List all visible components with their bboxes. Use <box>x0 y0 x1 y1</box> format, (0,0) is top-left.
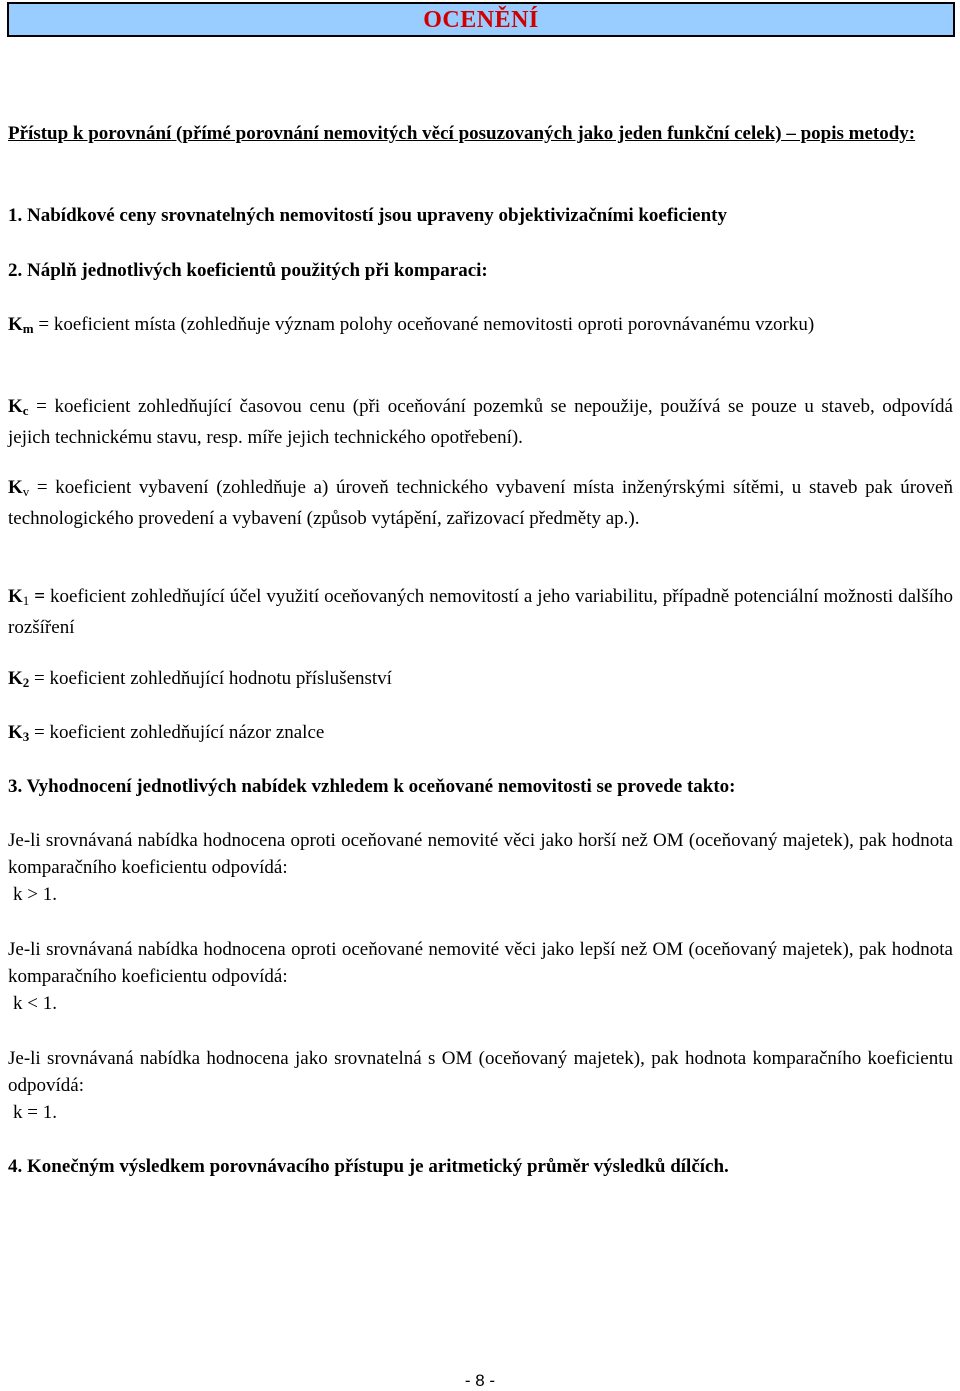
step-3: 3. Vyhodnocení jednotlivých nabídek vzhledem k oceňované nemovitosti se provede takto: <box>8 776 736 797</box>
k1-symbol: K <box>8 586 23 607</box>
kc-symbol: K <box>8 396 23 417</box>
evaluation-worse-result: k > 1. <box>13 884 57 905</box>
page-title: OCENĚNÍ <box>7 2 955 37</box>
k1-description: koeficient zohledňující účel využití oceňovaných nemovitostí a jeho variabilitu, případně potenciální možnosti dalšího rozšíření <box>8 586 953 638</box>
step-4: 4. Konečným výsledkem porovnávacího přístupu je aritmetický průměr výsledků dílčích. <box>8 1156 729 1177</box>
k3-symbol: K <box>8 722 23 743</box>
k1-equals: = <box>29 586 50 607</box>
kc-subscript: c <box>22 403 29 418</box>
evaluation-worse <box>8 827 953 908</box>
kv-description: = koeficient vybavení (zohledňuje a) úroveň technického vybavení místa inženýrskými sítěmi, u staveb pak úroveň technologického provedení a vybavení (způsob vytápění, zařizovací předměty ap.). <box>8 477 953 529</box>
k3-subscript: 3 <box>22 729 30 744</box>
coefficient-kv <box>8 474 953 532</box>
evaluation-equal-result: k = 1. <box>13 1102 57 1123</box>
coefficient-k1 <box>8 583 953 641</box>
km-subscript: m <box>22 321 34 336</box>
coefficient-k2 <box>8 665 953 696</box>
coefficient-k3 <box>8 719 953 750</box>
k2-equals: = <box>29 668 50 689</box>
kc-description: = koeficient zohledňující časovou cenu (při oceňování pozemků se nepoužije, používá se pouze u staveb, odpovídá jejich technickému stavu, resp. míře jejich technického opotřebení). <box>8 396 953 448</box>
evaluation-better-text: Je-li srovnávaná nabídka hodnocena oproti oceňované nemovité věci jako lepší než OM (oceňovaný majetek), pak hodnota komparačního koeficientu odpovídá: <box>8 939 953 987</box>
kv-subscript: v <box>22 484 30 499</box>
km-description: = koeficient místa (zohledňuje význam polohy oceňované nemovitosti oproti porovnávanému vzorku) <box>33 314 815 335</box>
method-intro: Přístup k porovnání (přímé porovnání nemovitých věcí posuzovaných jako jeden funkční celek) – popis metody: <box>8 123 916 144</box>
step-2: 2. Náplň jednotlivých koeficientů použitých při komparaci: <box>8 260 488 281</box>
evaluation-worse-text: Je-li srovnávaná nabídka hodnocena oproti oceňované nemovité věci jako horší než OM (oceňovaný majetek), pak hodnota komparačního koeficientu odpovídá: <box>8 830 953 878</box>
k2-symbol: K <box>8 668 23 689</box>
coefficient-kc <box>8 393 953 451</box>
evaluation-equal-text: Je-li srovnávaná nabídka hodnocena jako srovnatelná s OM (oceňovaný majetek), pak hodnota komparačního koeficientu odpovídá: <box>8 1048 953 1096</box>
k2-subscript: 2 <box>22 675 30 690</box>
evaluation-better-result: k < 1. <box>13 993 57 1014</box>
step-1: 1. Nabídkové ceny srovnatelných nemovitostí jsou upraveny objektivizačními koeficienty <box>8 205 728 226</box>
km-symbol: K <box>8 314 23 335</box>
kv-symbol: K <box>8 477 23 498</box>
k3-equals: = <box>29 722 50 743</box>
k1-subscript: 1 <box>22 593 30 608</box>
page-number: - 8 - <box>464 1371 496 1390</box>
k3-description: koeficient zohledňující názor znalce <box>49 722 325 743</box>
evaluation-better <box>8 936 953 1017</box>
k2-description: koeficient zohledňující hodnotu příslušenství <box>49 668 392 689</box>
evaluation-equal <box>8 1045 953 1126</box>
coefficient-km <box>8 311 953 342</box>
